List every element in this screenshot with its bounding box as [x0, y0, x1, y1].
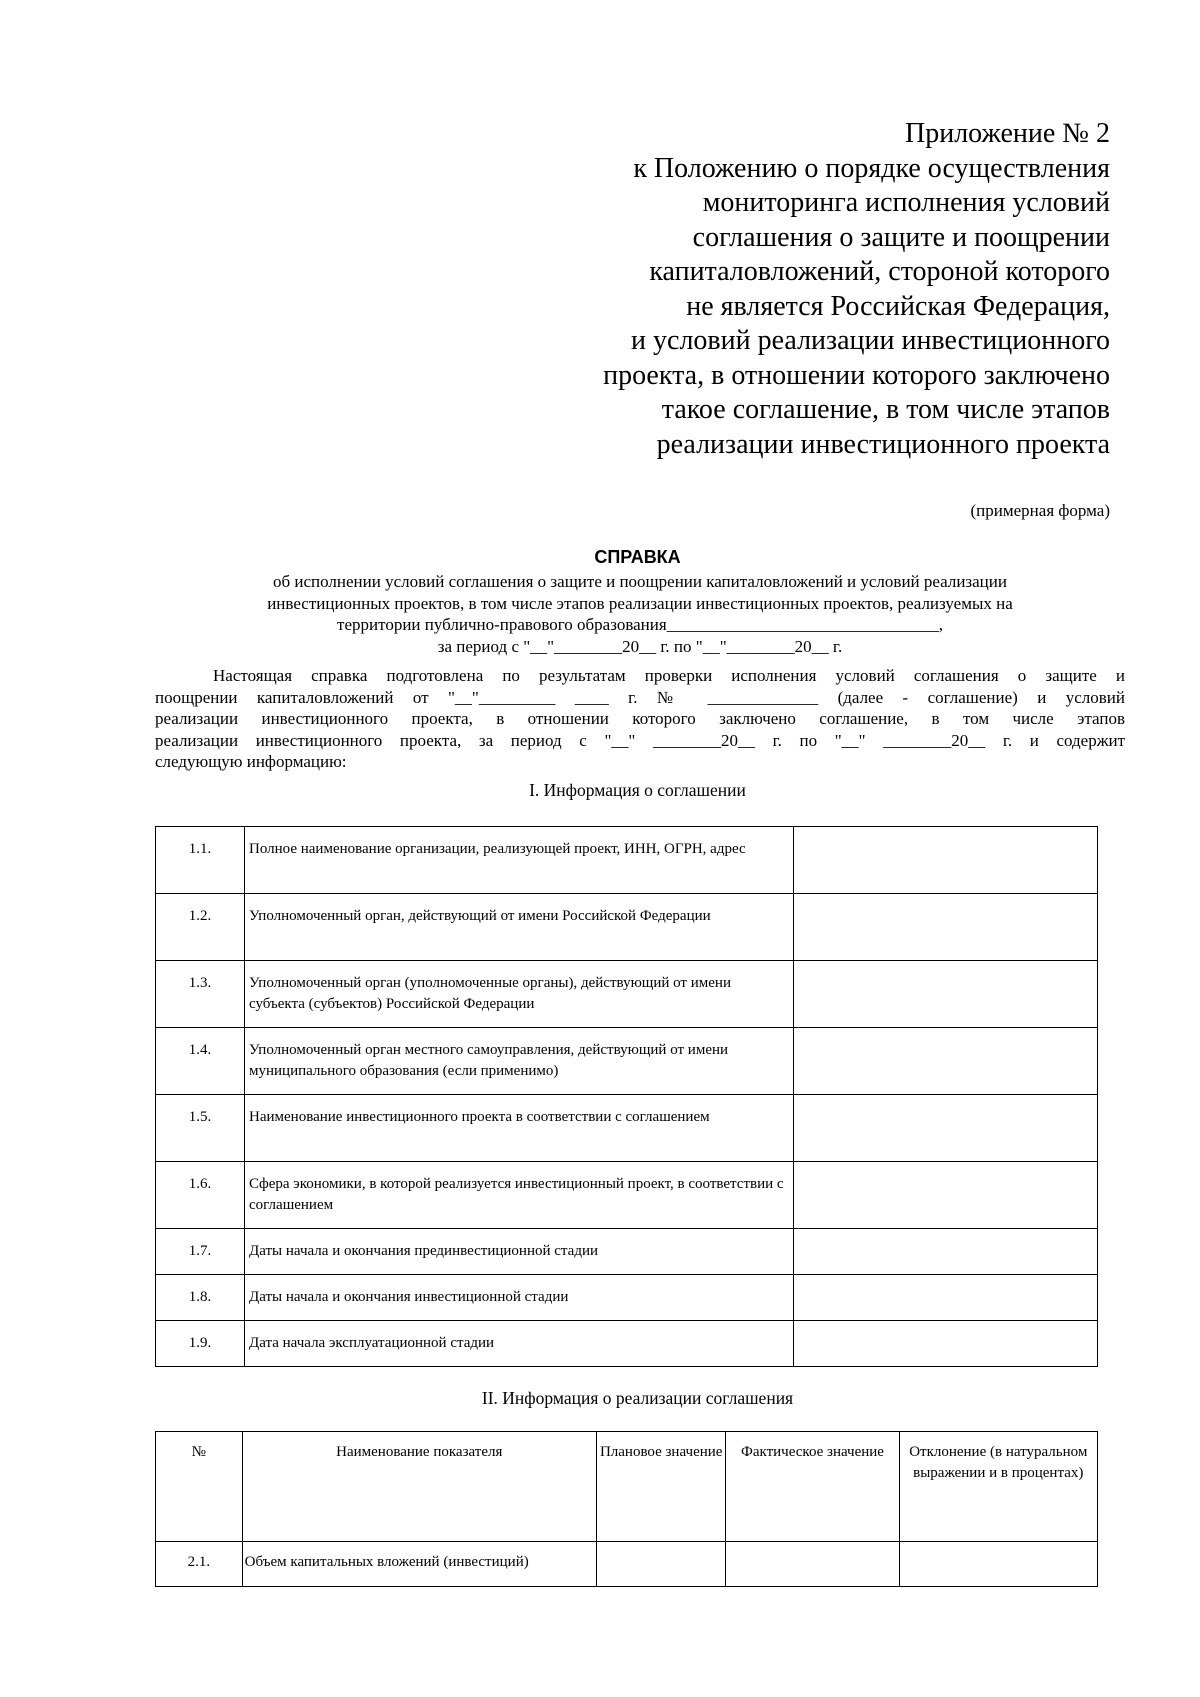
section-1-heading: I. Информация о соглашении	[529, 780, 746, 800]
column-header-indicator: Наименование показателя	[242, 1432, 596, 1542]
row-label: Объем капитальных вложений (инвестиций)	[242, 1542, 596, 1587]
row-value-cell[interactable]	[793, 894, 1097, 961]
row-number: 1.5.	[156, 1095, 245, 1162]
column-header-fact: Фактическое значение	[726, 1432, 899, 1542]
row-value-cell[interactable]	[793, 827, 1097, 894]
appendix-line: соглашения о защите и поощрении	[692, 221, 1110, 253]
row-number: 1.1.	[156, 827, 245, 894]
table-row	[156, 1095, 1098, 1162]
table-row	[156, 894, 1098, 961]
implementation-info-table	[155, 1431, 1098, 1587]
table-header-row	[156, 1432, 1098, 1542]
row-number: 2.1.	[156, 1542, 243, 1587]
row-number: 1.3.	[156, 961, 245, 1028]
paragraph-line: следующую информацию:	[155, 752, 347, 772]
row-label: Уполномоченный орган местного самоуправления, действующий от имени муниципального образования (если применимо)	[245, 1028, 794, 1095]
intro-paragraph	[155, 665, 1125, 773]
subtitle-line: территории публично-правового образования________________________________,	[337, 615, 943, 635]
section-2-heading: II. Информация о реализации соглашения	[481, 1388, 794, 1408]
appendix-line: Приложение № 2	[905, 118, 1110, 149]
appendix-line: проекта, в отношении которого заключено	[603, 359, 1110, 391]
row-label: Дата начала эксплуатационной стадии	[245, 1321, 794, 1367]
table-row	[156, 1162, 1098, 1229]
subtitle-line: об исполнении условий соглашения о защите и поощрении капиталовложений и условий реализации	[273, 572, 1007, 591]
row-number: 1.6.	[156, 1162, 245, 1229]
deviation-value-cell[interactable]	[899, 1542, 1097, 1587]
table-row	[156, 1321, 1098, 1367]
row-number: 1.7.	[156, 1229, 245, 1275]
row-number: 1.8.	[156, 1275, 245, 1321]
appendix-line: мониторинга исполнения условий	[702, 187, 1110, 218]
column-header-plan: Плановое значение	[596, 1432, 726, 1542]
table-row	[156, 827, 1098, 894]
row-value-cell[interactable]	[793, 1321, 1097, 1367]
row-label: Уполномоченный орган (уполномоченные органы), действующий от имени субъекта (субъектов) Российской Федерации	[245, 961, 794, 1028]
appendix-line: такое соглашение, в том числе этапов	[661, 394, 1110, 425]
row-number: 1.9.	[156, 1321, 245, 1367]
row-value-cell[interactable]	[793, 1162, 1097, 1229]
subtitle-line: за период с "__"________20__ г. по "__"________20__ г.	[437, 636, 843, 656]
row-label: Полное наименование организации, реализующей проект, ИНН, ОГРН, адрес	[245, 827, 794, 894]
paragraph-line: Настоящая справка подготовлена по результатам проверки исполнения условий соглашения о защите и	[213, 666, 1125, 685]
paragraph-line: реализации инвестиционного проекта, в отношении которого заключено соглашение, в том числе этапов	[155, 709, 1125, 729]
row-number: 1.2.	[156, 894, 245, 961]
row-value-cell[interactable]	[793, 1095, 1097, 1162]
table-row	[156, 1542, 1098, 1587]
paragraph-line: реализации инвестиционного проекта, за период с "__" ________20__ г. по "__" ________20__ г. и содержит	[155, 730, 1125, 750]
fact-value-cell[interactable]	[726, 1542, 899, 1587]
appendix-header	[550, 117, 1110, 462]
row-value-cell[interactable]	[793, 1275, 1097, 1321]
agreement-info-table	[155, 826, 1098, 1367]
table-row	[156, 1028, 1098, 1095]
column-header-number: №	[156, 1432, 243, 1542]
appendix-line: к Положению о порядке осуществления	[633, 152, 1110, 184]
row-value-cell[interactable]	[793, 961, 1097, 1028]
table-row	[156, 961, 1098, 1028]
table-row	[156, 1275, 1098, 1321]
row-label: Сфера экономики, в которой реализуется инвестиционный проект, в соответствии с соглашением	[245, 1162, 794, 1229]
row-number: 1.4.	[156, 1028, 245, 1095]
paragraph-line: поощрении капиталовложений от "__"_________ ____ г. № _____________ (далее - соглашение) и условий	[155, 687, 1125, 707]
appendix-line: не является Российская Федерация,	[686, 290, 1110, 322]
document-subtitle	[155, 571, 1125, 657]
form-note: (примерная форма)	[970, 501, 1110, 520]
appendix-line: капиталовложений, стороной которого	[649, 256, 1110, 287]
appendix-line: и условий реализации инвестиционного	[631, 325, 1110, 356]
row-value-cell[interactable]	[793, 1028, 1097, 1095]
row-label: Уполномоченный орган, действующий от имени Российской Федерации	[245, 894, 794, 961]
document-title: СПРАВКА	[594, 547, 681, 567]
subtitle-line: инвестиционных проектов, в том числе этапов реализации инвестиционных проектов, реализуемых на	[267, 593, 1013, 613]
row-label: Наименование инвестиционного проекта в соответствии с соглашением	[245, 1095, 794, 1162]
plan-value-cell[interactable]	[596, 1542, 726, 1587]
appendix-line: реализации инвестиционного проекта	[656, 428, 1110, 460]
row-label: Даты начала и окончания прединвестиционной стадии	[245, 1229, 794, 1275]
table-row	[156, 1229, 1098, 1275]
row-label: Даты начала и окончания инвестиционной стадии	[245, 1275, 794, 1321]
row-value-cell[interactable]	[793, 1229, 1097, 1275]
column-header-deviation: Отклонение (в натуральном выражении и в процентах)	[899, 1432, 1097, 1542]
